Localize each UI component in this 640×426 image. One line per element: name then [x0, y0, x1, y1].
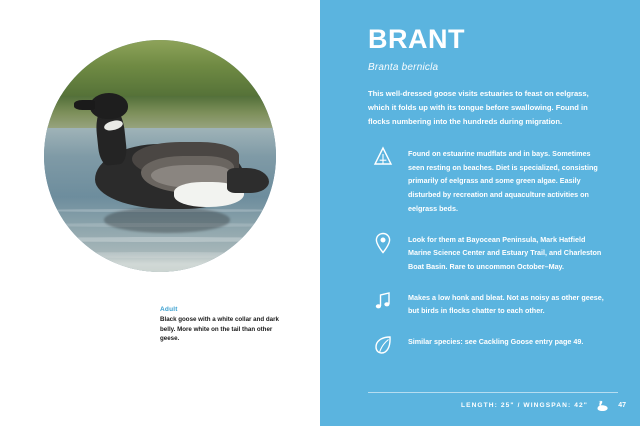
- page-footer: [320, 392, 640, 426]
- caption-title: Adult: [160, 306, 178, 313]
- leaf-icon: [368, 330, 398, 360]
- goose-tail: [227, 168, 269, 194]
- goose-bill: [74, 100, 95, 109]
- fact-text-similar-species: Similar species: see Cackling Goose entry page 49.: [408, 336, 584, 346]
- fact-row-habitat: [368, 145, 614, 215]
- fact-text-sound: Makes a low honk and bleat. Not as noisy as other geese, but birds in flocks chatter to each other.: [408, 292, 604, 316]
- music-note-icon: [368, 286, 398, 316]
- fact-row-similar-species: [368, 333, 614, 360]
- water-foam: [44, 252, 276, 272]
- location-pin-icon: [368, 228, 398, 258]
- footer-divider: [368, 392, 618, 393]
- fact-row-location: [368, 231, 614, 274]
- brant-goose-photo: [44, 40, 276, 272]
- goose-head: [90, 93, 127, 119]
- measurements-text: LENGTH: 25" / WINGSPAN: 42": [460, 402, 588, 409]
- goose-silhouette-icon: [594, 399, 610, 413]
- fact-text-habitat: Found on estuarine mudflats and in bays. Sometimes seen resting on beaches. Diet is specialized, consisting primarily of eelgrass and some green algae. Easily disturbed by recreation and aquaculture activities on eelgrass beds.: [408, 149, 598, 213]
- species-intro: This well-dressed goose visits estuaries to feast on eelgrass, which it folds up with its tongue before swallowing. Found in flocks numbering into the hundreds during migration.: [368, 89, 589, 127]
- water-ripple: [44, 237, 276, 242]
- species-latin-name: Branta bernicla: [368, 62, 439, 73]
- photo-caption: [160, 306, 290, 344]
- goose-reflection: [104, 207, 229, 233]
- fact-text-location: Look for them at Bayocean Peninsula, Mark Hatfield Marine Science Center and Estuary Trail, and Charleston Boat Basin. Rare to uncommon October–May.: [408, 234, 602, 271]
- fact-row-sound: [368, 289, 614, 318]
- habitat-icon: [368, 142, 398, 172]
- caption-text: Black goose with a white collar and dark belly. More white on the tail than other geese.: [160, 316, 279, 343]
- page-number: 47: [618, 402, 626, 409]
- right-page: [320, 0, 640, 426]
- page-title: BRANT: [368, 24, 465, 54]
